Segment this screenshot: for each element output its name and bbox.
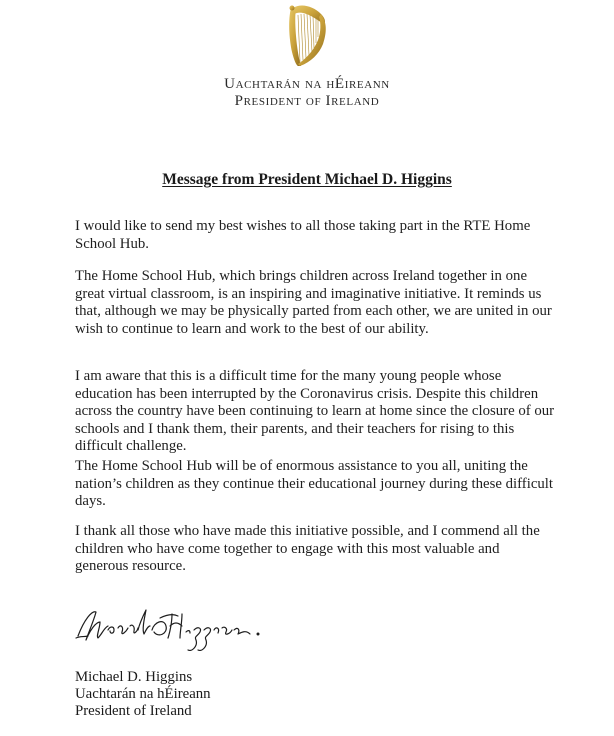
message-title: Message from President Michael D. Higgins — [162, 171, 452, 188]
letterhead-irish: Uachtarán na hÉireann — [224, 76, 390, 92]
paragraph-2: The Home School Hub, which brings children across Ireland together in one great virtual classroom, is an inspiring and imaginative initiative. It reminds us that, although we may be physically parted from each other, we are united in our wish to continue to learn and work to the best of our ability. — [75, 268, 552, 337]
signoff-title-english: President of Ireland — [75, 703, 192, 719]
paragraph-3: I am aware that this is a difficult time for the many young people whose education has been interrupted by the Coronavirus crisis. Despite this children across the country have been continuing to learn at home since the closure of our schools and I thank them, their parents, and their teachers for rising to this difficult challenge. — [75, 368, 555, 454]
signoff-name: Michael D. Higgins — [75, 669, 193, 685]
paragraph-5: I thank all those who have made this initiative possible, and I commend all the children who have come together to engage with this most valuable and generous resource. — [75, 523, 540, 574]
harp-emblem-icon — [283, 2, 331, 68]
paragraph-1: I would like to send my best wishes to all those taking part in the RTE Home School Hub. — [75, 218, 531, 252]
letterhead-english: President of Ireland — [234, 93, 380, 109]
paragraph-4: The Home School Hub will be of enormous assistance to you all, uniting the nation’s children as they continue their educational journey during these difficult days. — [75, 458, 554, 509]
handwritten-signature — [74, 600, 274, 658]
signoff-title-irish: Uachtarán na hÉireann — [75, 686, 211, 702]
